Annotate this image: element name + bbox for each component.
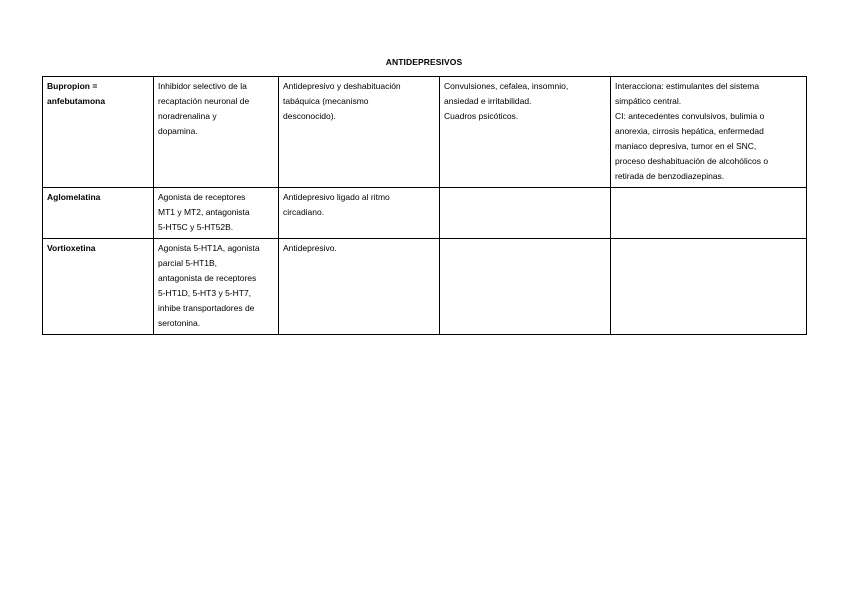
- cell-text-line: Interacciona: estimulantes del sistema: [615, 81, 760, 91]
- cell-text-line: Antidepresivo.: [283, 243, 337, 253]
- cell-text-line: Cuadros psicóticos.: [444, 111, 519, 121]
- cell-text-line: noradrenalina y: [158, 111, 217, 121]
- cell-text-line: Antidepresivo ligado al ritmo: [283, 192, 390, 202]
- indication-cell: [279, 239, 440, 335]
- cell-text-line: MT1 y MT2, antagonista: [158, 207, 250, 217]
- drug-name-cell: [43, 239, 154, 335]
- cell-text-line: CI: antecedentes convulsivos, bulimia o: [615, 111, 765, 121]
- page-title: ANTIDEPRESIVOS: [385, 57, 463, 67]
- interactions-cell: [611, 239, 807, 335]
- antidepressants-table: [42, 76, 807, 335]
- cell-text-line: serotonina.: [158, 318, 201, 328]
- table-row: [43, 77, 807, 188]
- drug-name-cell: [43, 77, 154, 188]
- adverse-effects-cell: [440, 77, 611, 188]
- cell-text-line: maniaco depresiva, tumor en el SNC,: [615, 141, 757, 151]
- cell-text-line: simpático central.: [615, 96, 682, 106]
- indication-cell: [279, 188, 440, 239]
- interactions-cell: [611, 77, 807, 188]
- cell-text-line: circadiano.: [283, 207, 325, 217]
- cell-text-line: inhibe transportadores de: [158, 303, 255, 313]
- drug-name-cell: [43, 188, 154, 239]
- table-row: [43, 188, 807, 239]
- cell-text-line: desconocido).: [283, 111, 336, 121]
- adverse-effects-cell: [440, 239, 611, 335]
- mechanism-cell: [154, 77, 279, 188]
- cell-text-line: ansiedad e irritabilidad.: [444, 96, 532, 106]
- cell-text-line: recaptación neuronal de: [158, 96, 250, 106]
- cell-text-line: anfebutamona: [47, 96, 106, 106]
- cell-text-line: 5-HT5C y 5-HT52B.: [158, 222, 234, 232]
- cell-text-line: Bupropion =: [47, 81, 98, 91]
- cell-text-line: Inhibidor selectivo de la: [158, 81, 247, 91]
- indication-cell: [279, 77, 440, 188]
- cell-text-line: Convulsiones, cefalea, insomnio,: [444, 81, 569, 91]
- cell-text-line: tabáquica (mecanismo: [283, 96, 369, 106]
- cell-text-line: 5-HT1D, 5-HT3 y 5-HT7,: [158, 288, 252, 298]
- cell-text-line: Antidepresivo y deshabituación: [283, 81, 401, 91]
- interactions-cell: [611, 188, 807, 239]
- cell-text-line: Vortioxetina: [47, 243, 96, 253]
- cell-text-line: parcial 5-HT1B,: [158, 258, 218, 268]
- cell-text-line: anorexia, cirrosis hepática, enfermedad: [615, 126, 764, 136]
- table-row: [43, 239, 807, 335]
- cell-text-line: Agonista 5-HT1A, agonista: [158, 243, 260, 253]
- cell-text-line: antagonista de receptores: [158, 273, 257, 283]
- mechanism-cell: [154, 239, 279, 335]
- table-body: [43, 77, 807, 335]
- cell-text-line: Aglomelatina: [47, 192, 101, 202]
- cell-text-line: proceso deshabituación de alcohólicos o: [615, 156, 769, 166]
- mechanism-cell: [154, 188, 279, 239]
- cell-text-line: dopamina.: [158, 126, 198, 136]
- cell-text-line: retirada de benzodiazepinas.: [615, 171, 725, 181]
- cell-text-line: Agonista de receptores: [158, 192, 246, 202]
- adverse-effects-cell: [440, 188, 611, 239]
